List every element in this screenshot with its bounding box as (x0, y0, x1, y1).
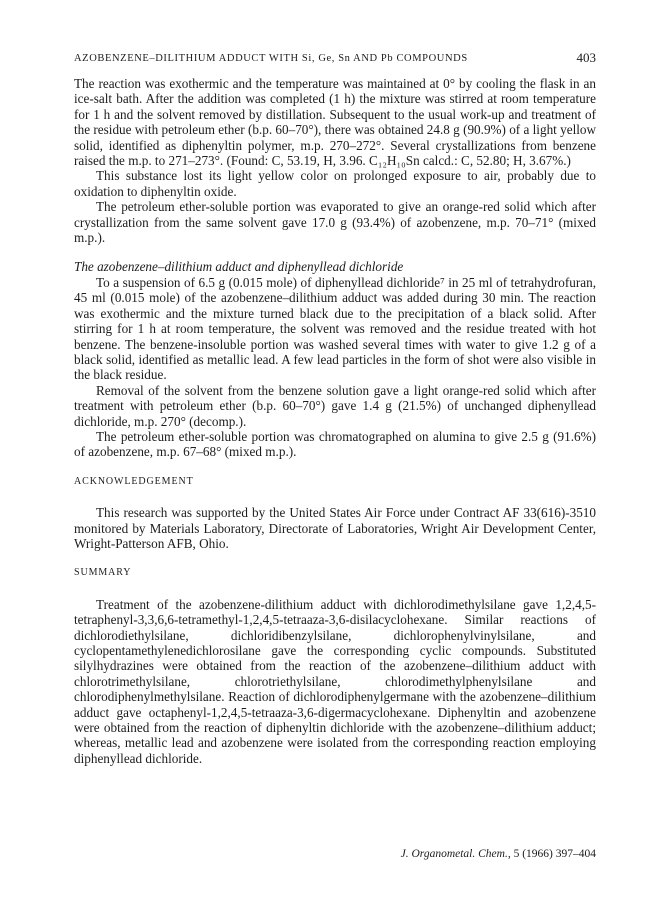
journal-citation: 5 (1966) 397–404 (513, 848, 596, 860)
paragraph-petroleum-portion: The petroleum ether-soluble portion was evaporated to give an orange-red solid which after crystallization from the same solvent gave 17.0 g (93.4%) of azobenzene, m.p. 70–71° (mixed m.p.). (74, 199, 596, 246)
acknowledgement-heading: ACKNOWLEDGEMENT (74, 475, 194, 487)
running-head (74, 52, 596, 68)
paragraph-tin-reaction: The reaction was exothermic and the temperature was maintained at 0° by cooling the flask in an ice-salt bath. After the addition was completed (1 h) the mixture was stirred at room temperature for 1 h and the solvent removed by distillation. Subsequent to the usual work-up and treatment of the residue with petroleum ether (b.p. 60–70°), there was obtained 24.8 g (90.9%) of a light yellow solid, identified as diphenyltin polymer, m.p. 270–272°. Several crystallizations from benzene raised the m.p. to 271–273°. (Found: C, 53.19, H, 3.96. C₁₂H₁₀Sn calcd.: C, 52.80; H, 3.67%.) (74, 76, 597, 169)
citation-footer (401, 848, 596, 860)
paragraph-solvent-removal: Removal of the solvent from the benzene solution gave a light orange-red solid which after treatment with petroleum ether (b.p. 60–70°) gave 1.4 g (21.5%) of unchanged diphenyllead dichloride, m.p. 270° (decomp.). (74, 382, 596, 429)
paragraph-color-loss: This substance lost its light yellow color on prolonged exposure to air, probably due to oxidation to diphenyltin oxide. (74, 168, 596, 199)
subsection-heading: The azobenzene–dilithium adduct and diphenyllead dichloride (74, 259, 404, 275)
paragraph-chromatography: The petroleum ether-soluble portion was chromatographed on alumina to give 2.5 g (91.6%) of azobenzene, m.p. 67–68° (mixed m.p.). (74, 428, 596, 460)
article-body (74, 76, 596, 766)
acknowledgement-text: This research was supported by the United States Air Force under Contract AF 33(616)-3510 monitored by Materials Laboratory, Directorate of Laboratories, Wright Air Development Center, Wright-Patterson AFB, Ohio. (74, 505, 596, 551)
running-title: AZOBENZENE–DILITHIUM ADDUCT WITH Si, Ge, Sn AND Pb COMPOUNDS (74, 53, 468, 64)
paragraph-lead-reaction: To a suspension of 6.5 g (0.015 mole) of diphenyllead dichloride⁷ in 25 ml of tetrahydrofuran, 45 ml (0.015 mole) of the azobenzene–dilithium adduct was added during 30 min. The reaction was exothermic and the mixture turned black due to the precipitation of a black solid. After stirring for 1 h at room temperature, the solvent was removed and the residue treated with hot benzene. The benzene-insoluble portion was washed several times with water to give 1.2 g of a black solid, identified as metallic lead. A few lead particles in the form of shot were also visible in the black residue. (74, 274, 596, 383)
summary-text: Treatment of the azobenzene-dilithium adduct with dichlorodimethylsilane gave 1,2,4,5-tetraphenyl-3,3,6,6-tetramethyl-1,2,4,5-tetraaza-3,6-disilacyclohexane. Similar reactions of dichlorodiethylsilane, dichloridibenzylsilane, dichlorophenylvinylsilane, and cyclopentamethylenedichlorosilane gave the corresponding cyclic compounds. Substituted silylhydrazines were obtained from the reaction of the azobenzene–dilithium adduct with chlorotrimethylsilane, chlorotriethylsilane, chlorodimethylphenylsilane and chlorodiphenylmethylsilane. Reaction of dichlorodiphenylgermane with the azobenzene–dilithium adduct gave octaphenyl-1,2,4,5-tetraaza-3,6-digermacyclohexane. Diphenyltin and azobenzene were obtained from the reaction of diphenyltin dichloride with the azobenzene–dilithium adduct; whereas, metallic lead and azobenzene were isolated from the corresponding reaction employing diphenyllead dichloride. (74, 596, 596, 766)
journal-name: J. Organometal. Chem., (400, 848, 511, 860)
summary-heading: SUMMARY (74, 567, 132, 579)
page-number: 403 (576, 50, 596, 65)
